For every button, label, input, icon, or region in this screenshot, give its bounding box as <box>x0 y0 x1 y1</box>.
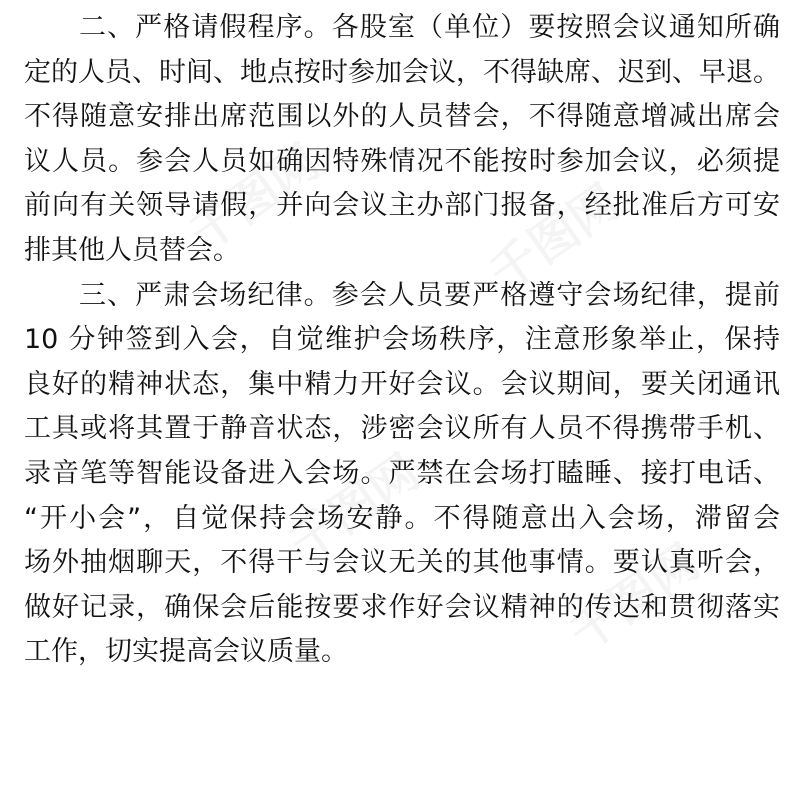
text-line: 做好记录，确保会后能按要求作好会议精神的传达和贯彻落实 <box>24 591 780 623</box>
text-line: 10 分钟签到入会，自觉维护会场秩序，注意形象举止，保持 <box>24 324 780 356</box>
text-line: 良好的精神状态，集中精力开好会议。会议期间，要关闭通讯 <box>24 368 780 400</box>
text-line: 三、严肃会场纪律。参会人员要严格遵守会场纪律，提前 <box>79 279 780 311</box>
text-line: 排其他人员替会。 <box>24 234 240 266</box>
text-line: 议人员。参会人员如确因特殊情况不能按时参加会议，必须提 <box>24 145 780 177</box>
watermark: 千图网 <box>559 533 710 663</box>
watermark: 千图网 <box>479 173 630 303</box>
text-line: 二、严格请假程序。各股室（单位）要按照会议通知所确 <box>79 12 780 43</box>
text-line: 定的人员、时间、地点按时参加会议，不得缺席、迟到、早退。 <box>24 56 780 88</box>
text-line: 工作，切实提高会议质量。 <box>24 636 348 668</box>
text-line: 场外抽烟聊天，不得干与会议无关的其他事情。要认真听会， <box>24 547 780 579</box>
text-line: 前向有关领导请假，并向会议主办部门报备，经批准后方可安 <box>24 190 780 222</box>
paragraph-3 <box>24 274 780 675</box>
watermark: 千图网 <box>279 443 430 573</box>
text-line: “开小会”，自觉保持会场安静。不得随意出入会场，滞留会 <box>24 502 780 534</box>
paragraph-2 <box>24 6 780 274</box>
document-body <box>24 6 780 675</box>
text-line: 录音笔等智能设备进入会场。严禁在会场打瞌睡、接打电话、 <box>24 457 780 489</box>
text-line: 不得随意安排出席范围以外的人员替会，不得随意增减出席会 <box>24 101 780 133</box>
watermark: 千图网 <box>179 133 330 263</box>
text-line: 工具或将其置于静音状态，涉密会议所有人员不得携带手机、 <box>24 413 780 445</box>
